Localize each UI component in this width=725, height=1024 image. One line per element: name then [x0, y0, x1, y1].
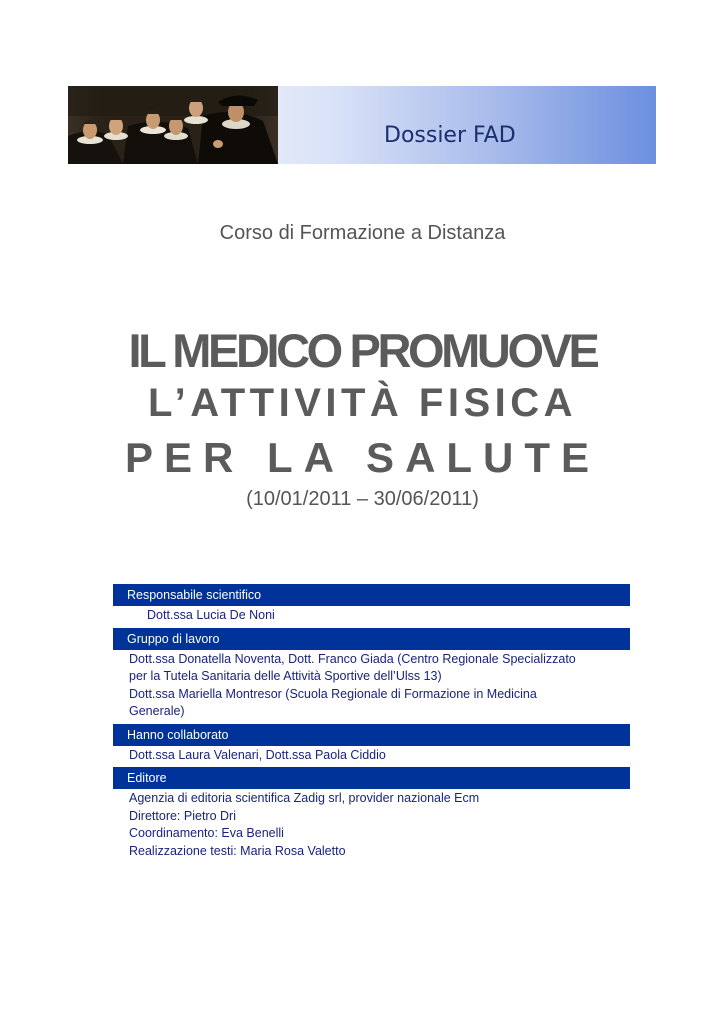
anatomy-lesson-painting [68, 86, 278, 164]
header-banner [68, 86, 656, 164]
credit-line: per la Tutela Sanitaria delle Attività Sportive dell’Ulss 13) [129, 669, 442, 683]
section-header-collaborators: Hanno collaborato [113, 724, 630, 746]
title-line-1: IL MEDICO PROMUOVE [128, 324, 597, 377]
credit-line: Coordinamento: Eva Benelli [129, 826, 284, 840]
section-body-collaborators [113, 746, 630, 767]
title-line-3: PER LA SALUTE [124, 434, 601, 481]
credits-table [113, 584, 630, 862]
title-line-2: L’ATTIVITÀ FISICA [147, 381, 578, 425]
credit-line: Dott.ssa Laura Valenari, Dott.ssa Paola Ciddio [129, 747, 386, 762]
section-header-work-group: Gruppo di lavoro [113, 628, 630, 650]
course-dates: (10/01/2011 – 30/06/2011) [246, 488, 479, 510]
section-body-publisher [113, 789, 630, 862]
credit-line: Realizzazione testi: Maria Rosa Valetto [129, 843, 346, 858]
credit-line: Dott.ssa Donatella Noventa, Dott. Franco Giada (Centro Regionale Specializzato [129, 651, 576, 666]
credit-line: Generale) [129, 704, 185, 718]
banner-title: Dossier FAD [384, 123, 516, 148]
section-header-publisher: Editore [113, 767, 630, 789]
course-subtitle: Corso di Formazione a Distanza [219, 222, 506, 244]
credit-line: Direttore: Pietro Dri [129, 808, 236, 823]
section-header-scientific-lead: Responsabile scientifico [113, 584, 630, 606]
credit-line: Dott.ssa Mariella Montresor (Scuola Regionale di Formazione in Medicina [129, 686, 537, 701]
credit-line: Agenzia di editoria scientifica Zadig srl, provider nazionale Ecm [129, 791, 480, 805]
credit-line: Dott.ssa Lucia De Noni [147, 608, 275, 622]
section-body-work-group [113, 650, 630, 723]
section-body-scientific-lead [113, 606, 630, 627]
